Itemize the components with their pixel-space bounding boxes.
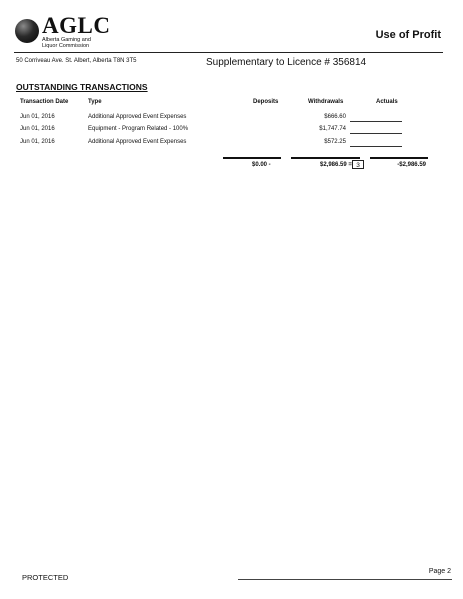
document-title: Use of Profit — [375, 29, 441, 41]
row-date: Jun 01, 2016 — [20, 126, 55, 132]
header-divider — [14, 52, 443, 53]
total-withdrawals: $2,986.59 = — [320, 162, 352, 168]
footer-divider — [238, 579, 452, 580]
total-deposits: $0.00 - — [252, 162, 271, 168]
header-type: Type — [88, 99, 102, 105]
total-box: 3 — [352, 160, 364, 169]
supplementary-licence: Supplementary to Licence # 356814 — [206, 57, 367, 68]
actuals-total-rule — [370, 157, 428, 159]
aglc-logo-icon — [15, 19, 39, 43]
page-number: Page 2 — [428, 568, 451, 575]
deposits-total-rule — [223, 157, 281, 159]
row-date: Jun 01, 2016 — [20, 114, 55, 120]
total-actuals: -$2,986.59 — [397, 162, 426, 168]
header-actuals: Actuals — [376, 99, 398, 105]
row-withdrawal: $1,747.74 — [319, 126, 346, 132]
row-date: Jun 01, 2016 — [20, 139, 55, 145]
header-deposits: Deposits — [253, 99, 279, 105]
actual-entry-line — [350, 146, 402, 147]
actual-entry-line — [350, 133, 402, 134]
logo-name: AGLC — [42, 13, 111, 38]
row-withdrawal: $666.60 — [324, 114, 346, 120]
header-withdrawals: Withdrawals — [308, 99, 344, 105]
withdrawals-total-rule — [291, 157, 360, 159]
row-type: Equipment - Program Related - 100% — [88, 126, 189, 132]
logo-subtitle-line1: Alberta Gaming and — [42, 37, 91, 43]
row-type: Additional Approved Event Expenses — [88, 114, 187, 120]
row-withdrawal: $572.25 — [324, 139, 346, 145]
header-transaction-date: Transaction Date — [20, 99, 69, 105]
logo-subtitle-line2: Liquor Commission — [42, 43, 90, 49]
address: 50 Corriveau Ave. St. Albert, Alberta T8N 3T5 — [16, 58, 137, 64]
section-title: OUTSTANDING TRANSACTIONS — [16, 82, 148, 92]
actual-entry-line — [350, 121, 402, 122]
logo-subtitle — [42, 37, 112, 49]
protected-label: PROTECTED — [22, 573, 69, 582]
row-type: Additional Approved Event Expenses — [88, 139, 187, 145]
